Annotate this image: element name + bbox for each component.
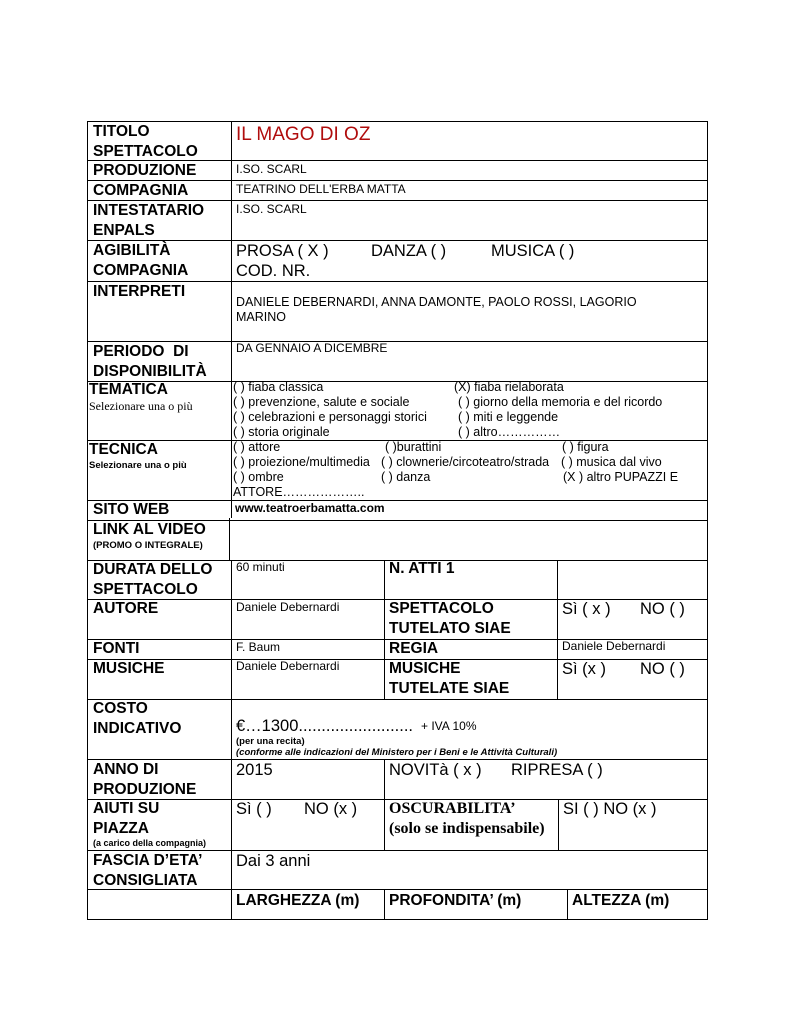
autore-value: Daniele Debernardi [236,600,340,614]
agibilita-musica: MUSICA ( ) [491,242,575,260]
tematica-option: ( ) giorno della memoria e del ricordo [458,395,663,409]
tematica-option: (X) fiaba rielaborata [454,380,564,394]
tematica-option: ( ) celebrazioni e personaggi storici [233,410,427,424]
tematica-option: ( ) storia originale [233,425,330,439]
periodo-label: PERIODO DI DISPONIBILITÀ [93,343,207,380]
aiuti-sub: (a carico della compagnia) [93,838,207,848]
col-divider [384,560,385,699]
tecnica-option: ( ) danza [381,470,431,484]
compagnia-value: TEATRINO DELL'ERBA MATTA [236,182,406,196]
col-divider [231,122,232,518]
aiuti-label: AIUTI SU PIAZZA [93,800,160,837]
oscurabilita-value: SI ( ) NO (x ) [563,800,657,818]
tecnica-label: TECNICA [89,441,158,458]
ripresa-option: RIPRESA ( ) [511,761,603,779]
col-divider [229,518,230,560]
costo-note: (per una recita) [236,736,305,747]
tecnica-option: ( )burattini [385,440,442,454]
costo-label: COSTO INDICATIVO [93,700,182,737]
musiche-label: MUSICHE [93,660,165,677]
interpreti-label: INTERPRETI [93,283,186,300]
atti-label: N. ATTI 1 [389,560,455,577]
fascia-value: Dai 3 anni [236,852,311,870]
col-divider [384,889,385,919]
costo-iva: + IVA 10% [421,719,477,733]
agibilita-danza: DANZA ( ) [371,242,447,260]
scheda-spettacolo-table [87,121,708,920]
intestatario-value: I.SO. SCARL [236,202,307,216]
interpreti-line1: DANIELE DEBERNARDI, ANNA DAMONTE, PAOLO ROSSI, LAGORIO [236,295,637,309]
musiche-siae-label: MUSICHE TUTELATE SIAE [389,660,510,697]
altezza-label: ALTEZZA (m) [572,892,670,909]
musiche-siae-no: NO ( ) [640,660,685,678]
durata-value: 60 minuti [236,560,285,574]
durata-label: DURATA DELLO SPETTACOLO [93,561,213,598]
tecnica-hint: Selezionare una o più [89,460,187,471]
tecnica-option: ( ) musica dal vivo [561,455,662,469]
periodo-value: DA GENNAIO A DICEMBRE [236,341,388,355]
produzione-value: I.SO. SCARL [236,162,307,176]
regia-label: REGIA [389,640,439,657]
autore-label: AUTORE [93,600,159,617]
agibilita-prosa: PROSA ( X ) [236,242,329,260]
musiche-siae-si: Sì (x ) [562,660,606,678]
fascia-label: FASCIA D’ETA’ CONSIGLIATA [93,852,203,889]
tematica-option: ( ) miti e leggende [458,410,559,424]
sito-value[interactable]: www.teatroerbamatta.com [235,501,385,515]
spettacolo-siae-label: SPETTACOLO TUTELATO SIAE [389,600,511,637]
aiuti-si: Sì ( ) [236,800,272,818]
profondita-label: PROFONDITA’ (m) [389,892,522,909]
row-divider [88,500,707,501]
titolo-value: IL MAGO DI OZ [236,124,371,145]
tecnica-option: ( ) proiezione/multimedia [233,455,370,469]
anno-label: ANNO DI PRODUZIONE [93,761,197,798]
musiche-value: Daniele Debernardi [236,659,340,673]
link-label: LINK AL VIDEO [93,521,206,538]
produzione-label: PRODUZIONE [93,162,197,179]
fonti-label: FONTI [93,640,140,657]
tecnica-option: ( ) figura [562,440,609,454]
tecnica-option: ATTORE……………….. [233,485,365,499]
col-divider [231,560,232,919]
col-divider [558,799,559,850]
link-sub: (PROMO O INTEGRALE) [93,540,203,551]
tematica-option: ( ) altro…………… [458,425,561,439]
tematica-hint: Selezionare una o più [89,399,193,413]
novita-option: NOVITà ( x ) [389,761,482,779]
intestatario-label: INTESTATARIO ENPALS [93,202,205,239]
fonti-value: F. Baum [236,640,281,654]
regia-value: Daniele Debernardi [562,639,666,653]
compagnia-label: COMPAGNIA [93,182,189,199]
tecnica-option: (X ) altro PUPAZZI E [563,470,679,484]
aiuti-no: NO (x ) [304,800,358,818]
larghezza-label: LARGHEZZA (m) [236,892,360,909]
agibilita-label: AGIBILITÀ COMPAGNIA [93,242,189,279]
tecnica-option: ( ) clownerie/circoteatro/strada [381,455,550,469]
spettacolo-siae-si: Sì ( x ) [562,600,611,618]
tecnica-option: ( ) ombre [233,470,284,484]
col-divider [384,759,385,850]
spettacolo-siae-no: NO ( ) [640,600,685,618]
col-divider [567,889,568,919]
sito-label: SITO WEB [93,501,170,518]
col-divider [557,560,558,699]
anno-value: 2015 [236,761,273,779]
oscurabilita-label: OSCURABILITA’ (solo se indispensabile) [389,800,545,837]
tematica-option: ( ) fiaba classica [233,380,324,394]
costo-note-ministero: (conforme alle indicazioni del Ministero per i Beni e le Attività Culturali) [236,747,558,758]
titolo-label: TITOLO SPETTACOLO [93,123,198,160]
interpreti-line2: MARINO [236,310,286,324]
costo-value: €…1300......................... [236,717,413,735]
tematica-option: ( ) prevenzione, salute e sociale [233,395,410,409]
tecnica-option: ( ) attore [233,440,281,454]
tematica-label: TEMATICA [89,381,168,398]
agibilita-cod: COD. NR. [236,262,311,280]
